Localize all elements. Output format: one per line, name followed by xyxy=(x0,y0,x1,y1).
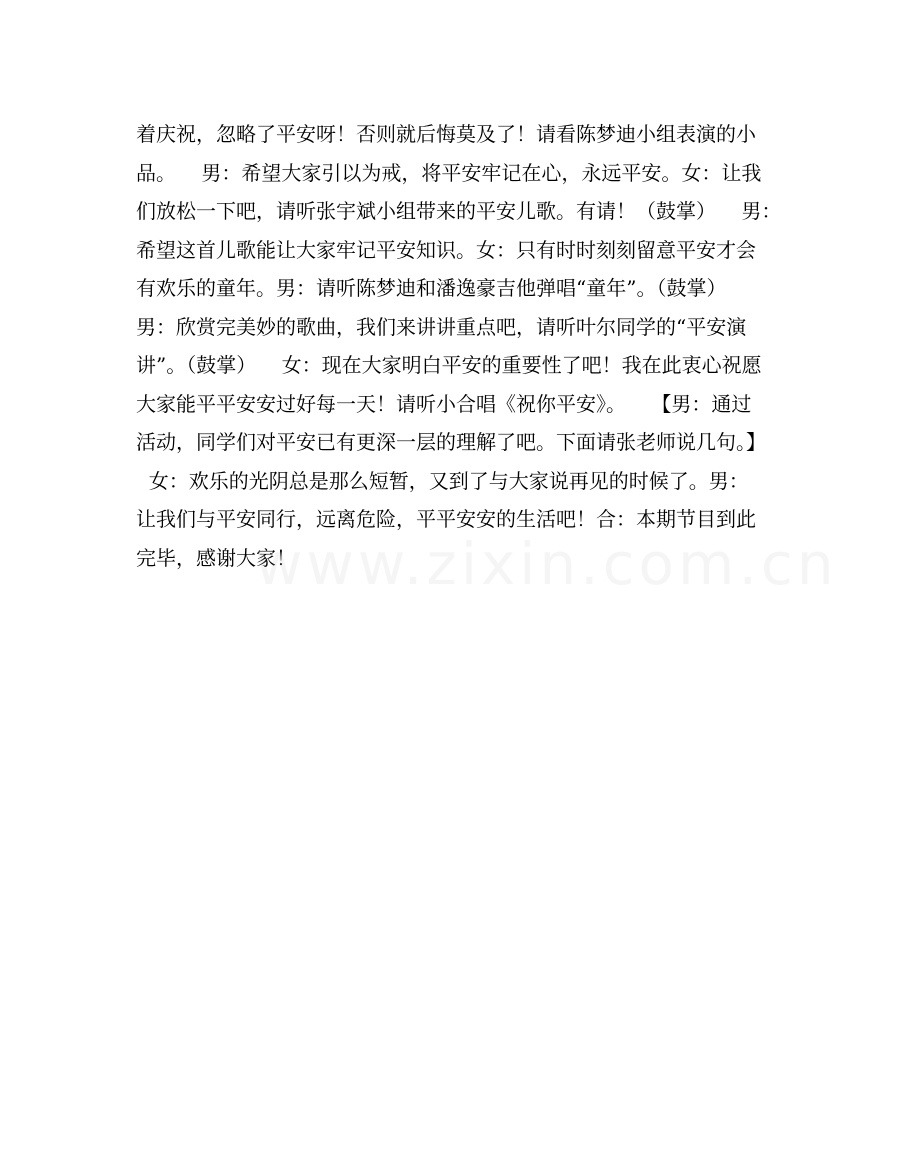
text-line: 让我们与平安同行，远离危险，平平安安的生活吧！合：本期节目到此 xyxy=(136,507,756,531)
text-line: 着庆祝，忽略了平安呀！否则就后悔莫及了！请看陈梦迪小组表演的小 xyxy=(136,122,756,146)
body-text xyxy=(136,115,792,577)
text-line: 讲”。（鼓掌） 女：现在大家明白平安的重要性了吧！我在此衷心祝愿 xyxy=(136,353,762,377)
text-line: 活动，同学们对平安已有更深一层的理解了吧。下面请张老师说几句。】 xyxy=(136,430,766,454)
text-line: 大家能平平安安过好每一天！请听小合唱《祝你平安》。 【男：通过 xyxy=(136,391,752,416)
text-line: 完毕，感谢大家！ xyxy=(136,545,296,570)
text-line: 男：欣赏完美妙的歌曲，我们来讲讲重点吧，请听叶尔同学的“平安演 xyxy=(136,314,747,339)
text-line: 希望这首儿歌能让大家牢记平安知识。女：只有时时刻刻留意平安才会 xyxy=(136,237,756,262)
text-line: 品。 男：希望大家引以为戒，将平安牢记在心，永远平安。女：让我 xyxy=(136,160,762,185)
text-line: 有欢乐的童年。男：请听陈梦迪和潘逸豪吉他弹唱“童年”。（鼓掌） xyxy=(136,276,727,300)
text-line: 女：欢乐的光阴总是那么短暂，又到了与大家说再见的时候了。男： xyxy=(136,468,749,493)
watermark: www.zixin.com.cn xyxy=(255,530,838,598)
text-line: 们放松一下吧，请听张宇斌小组带来的平安儿歌。有请！（鼓掌） 男： xyxy=(136,199,782,223)
